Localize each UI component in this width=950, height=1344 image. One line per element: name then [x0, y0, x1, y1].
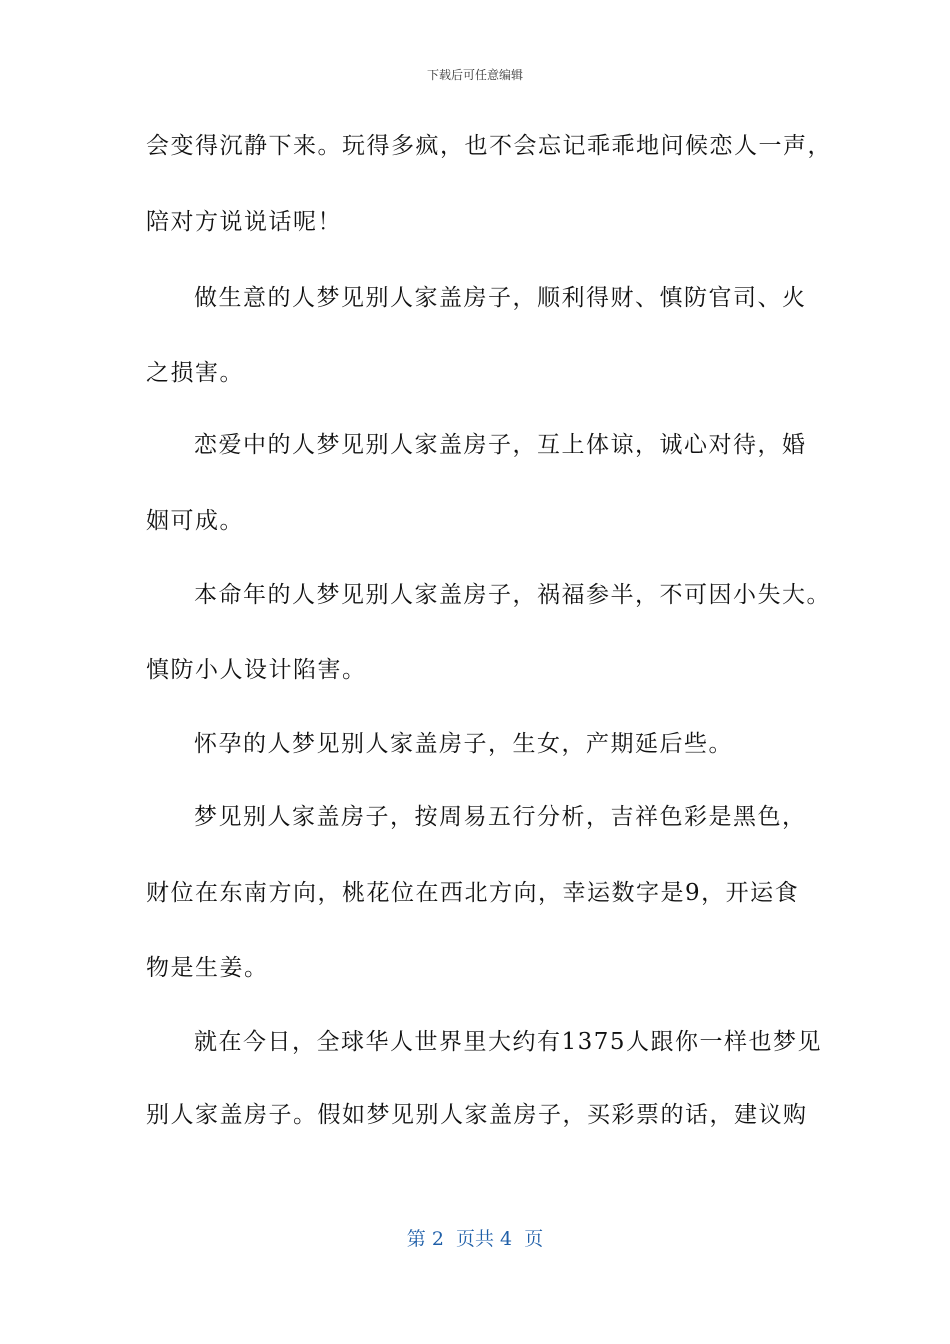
text-line: 就在今日，全球华人世界里大约有1375人跟你一样也梦见: [194, 1029, 823, 1055]
text-line: 梦见别人家盖房子，按周易五行分析，吉祥色彩是黑色，: [194, 804, 807, 830]
text-line: 会变得沉静下来。玩得多疯，也不会忘记乖乖地问候恋人一声，: [146, 133, 832, 159]
text-line: 慎防小人设计陷害。: [146, 657, 367, 683]
text-line: 本命年的人梦见别人家盖房子，祸福参半，不可因小失大。: [194, 582, 831, 608]
text-line: 财位在东南方向，桃花位在西北方向，幸运数字是9，开运食: [146, 880, 800, 906]
text-line: 怀孕的人梦见别人家盖房子，生女，产期延后些。: [194, 731, 733, 757]
text-line: 做生意的人梦见别人家盖房子，顺利得财、慎防官司、火: [194, 285, 807, 311]
text-line: 别人家盖房子。假如梦见别人家盖房子，买彩票的话，建议购: [146, 1102, 808, 1128]
text-line: 物是生姜。: [146, 955, 269, 981]
text-line: 恋爱中的人梦见别人家盖房子，互上体谅，诚心对待，婚: [194, 432, 807, 458]
text-line: 姻可成。: [146, 508, 244, 534]
text-line: 之损害。: [146, 360, 244, 386]
page-header: 下载后可任意编辑: [426, 68, 523, 82]
text-line: 陪对方说说话呢！: [146, 209, 342, 235]
page-number-footer: 第 2 页共 4 页: [406, 1228, 544, 1250]
